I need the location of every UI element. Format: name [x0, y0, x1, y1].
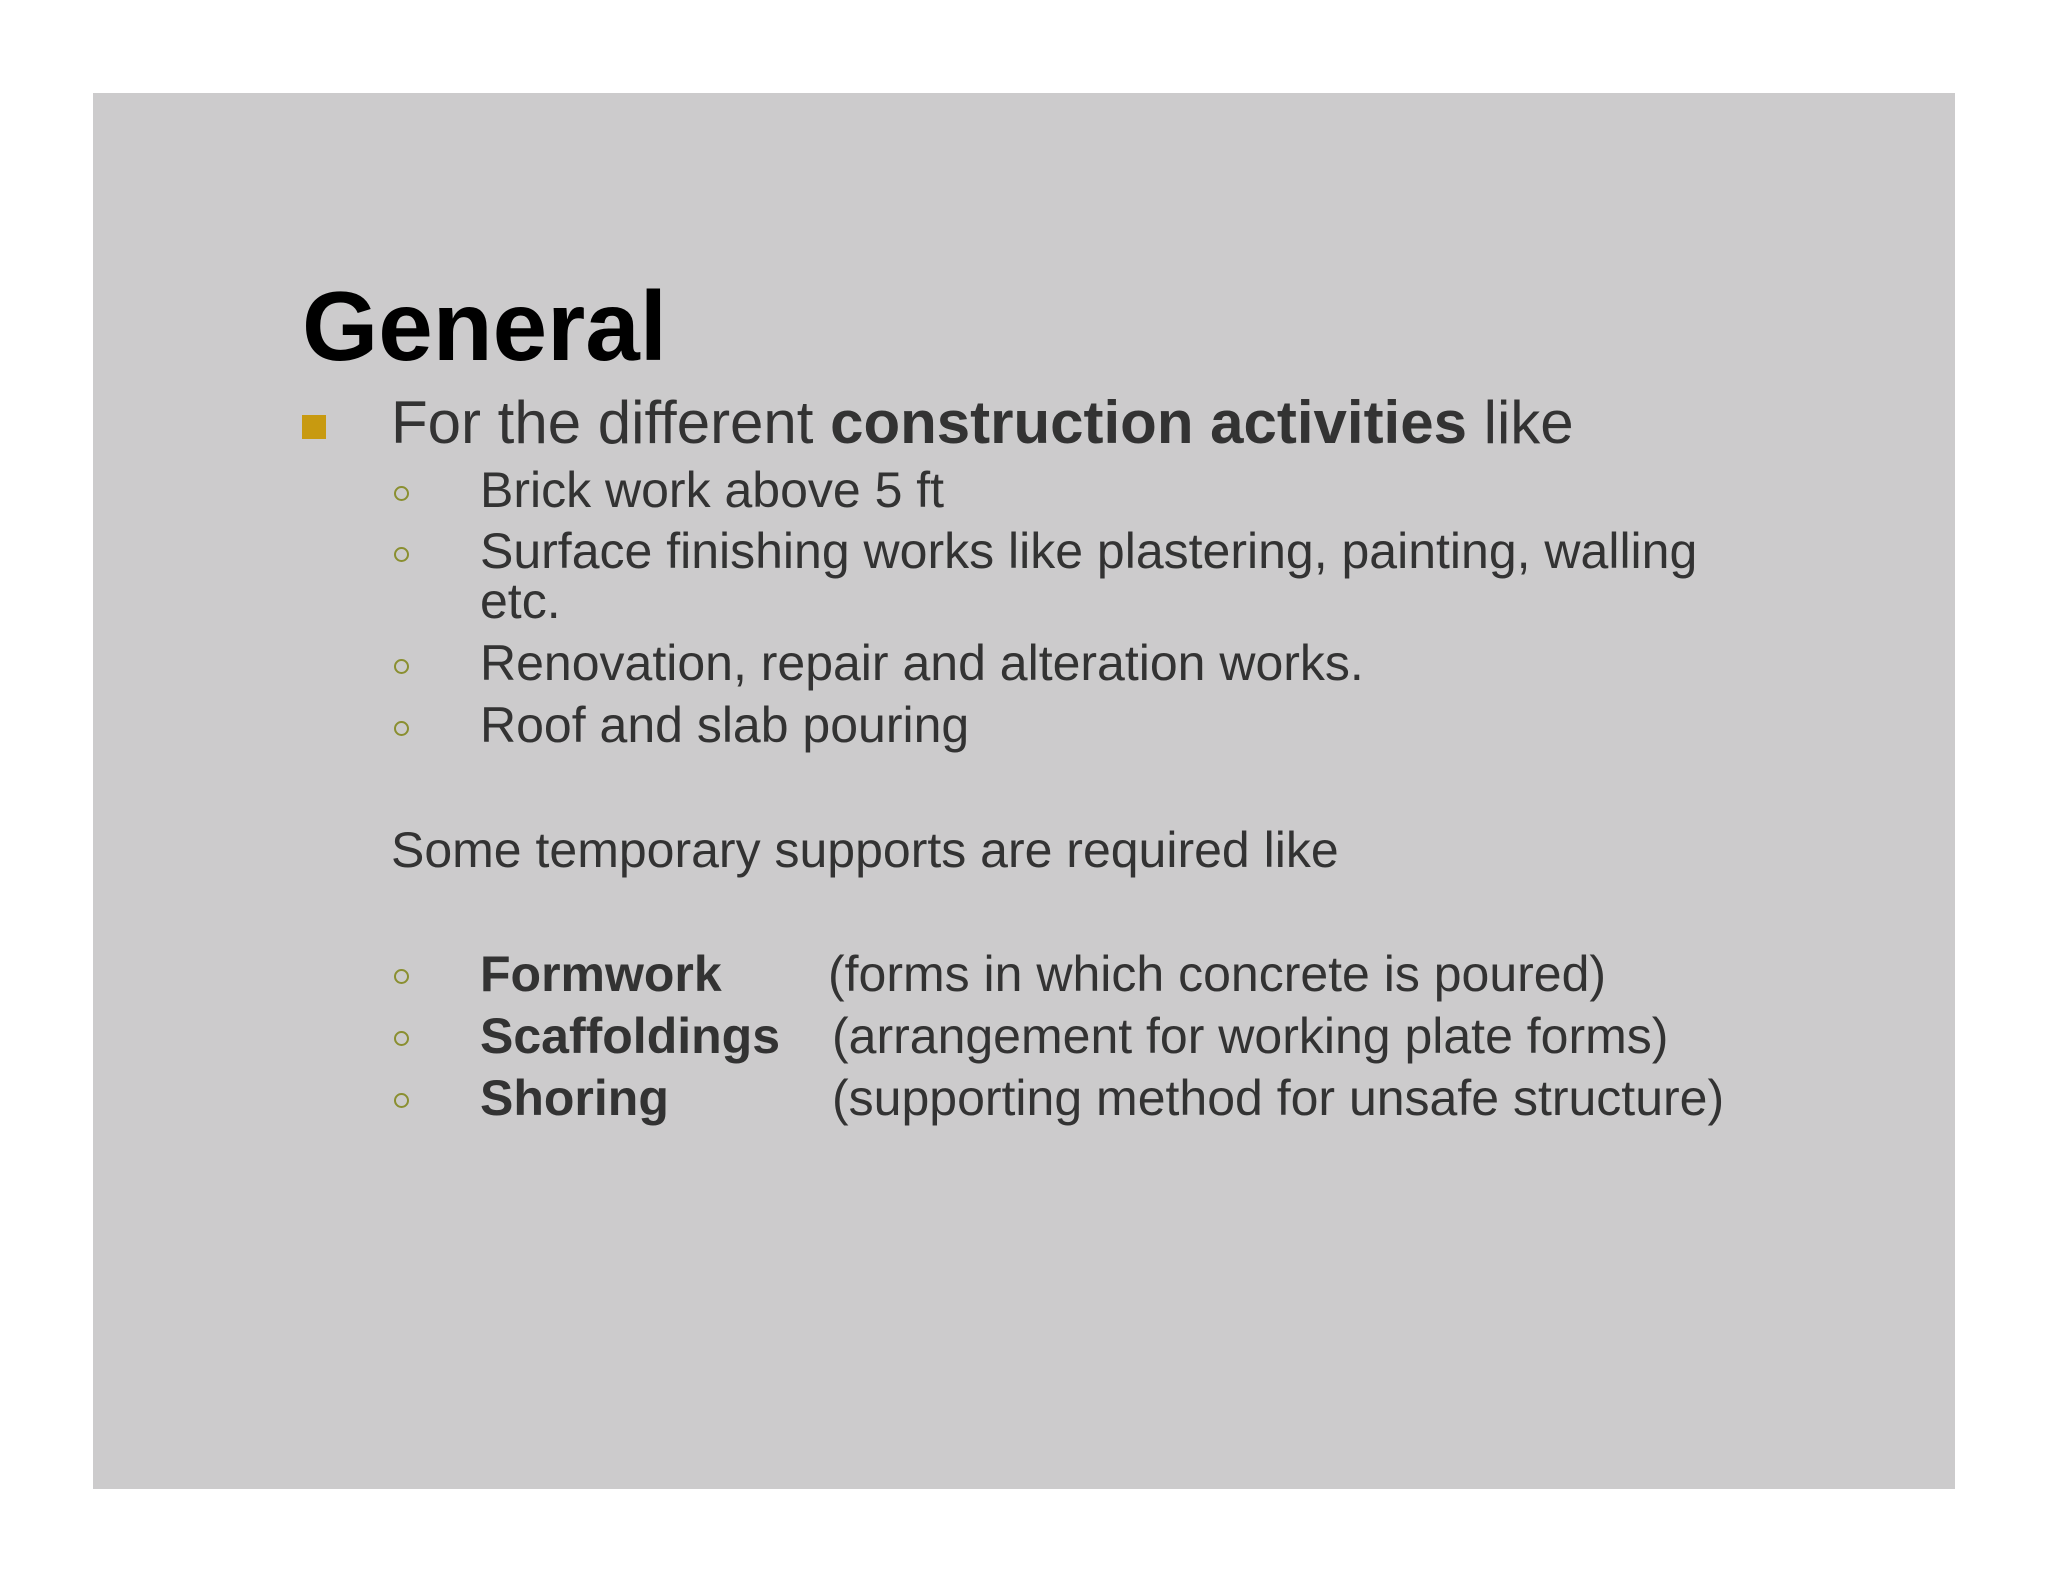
support-term: Shoring [480, 1070, 669, 1126]
main-bullet-text-after: like [1466, 389, 1574, 456]
activity-item: Renovation, repair and alteration works. [480, 635, 1364, 691]
activity-item: Brick work above 5 ft [480, 462, 945, 518]
circle-bullet-icon [394, 1093, 409, 1108]
circle-bullet-icon [394, 659, 409, 674]
main-bullet-text [391, 388, 1574, 458]
activity-item: Roof and slab pouring [480, 697, 970, 753]
circle-bullet-icon [394, 486, 409, 501]
supports-intro-text: Some temporary supports are required like [391, 822, 1339, 878]
circle-bullet-icon [394, 547, 409, 562]
activity-item-continuation: etc. [480, 573, 561, 629]
main-bullet-text-bold: construction activities [830, 389, 1467, 456]
circle-bullet-icon [394, 969, 409, 984]
slide-title: General [302, 271, 667, 381]
support-description: (forms in which concrete is poured) [828, 946, 1607, 1002]
support-description: (supporting method for unsafe structure) [832, 1070, 1725, 1126]
square-bullet-icon [302, 415, 326, 439]
circle-bullet-icon [394, 721, 409, 736]
support-description: (arrangement for working plate forms) [832, 1008, 1669, 1064]
support-term: Formwork [480, 946, 722, 1002]
main-bullet-text-before: For the different [391, 389, 831, 456]
support-term: Scaffoldings [480, 1008, 781, 1064]
activity-item: Surface finishing works like plastering, painting, walling [480, 523, 1698, 579]
circle-bullet-icon [394, 1031, 409, 1046]
